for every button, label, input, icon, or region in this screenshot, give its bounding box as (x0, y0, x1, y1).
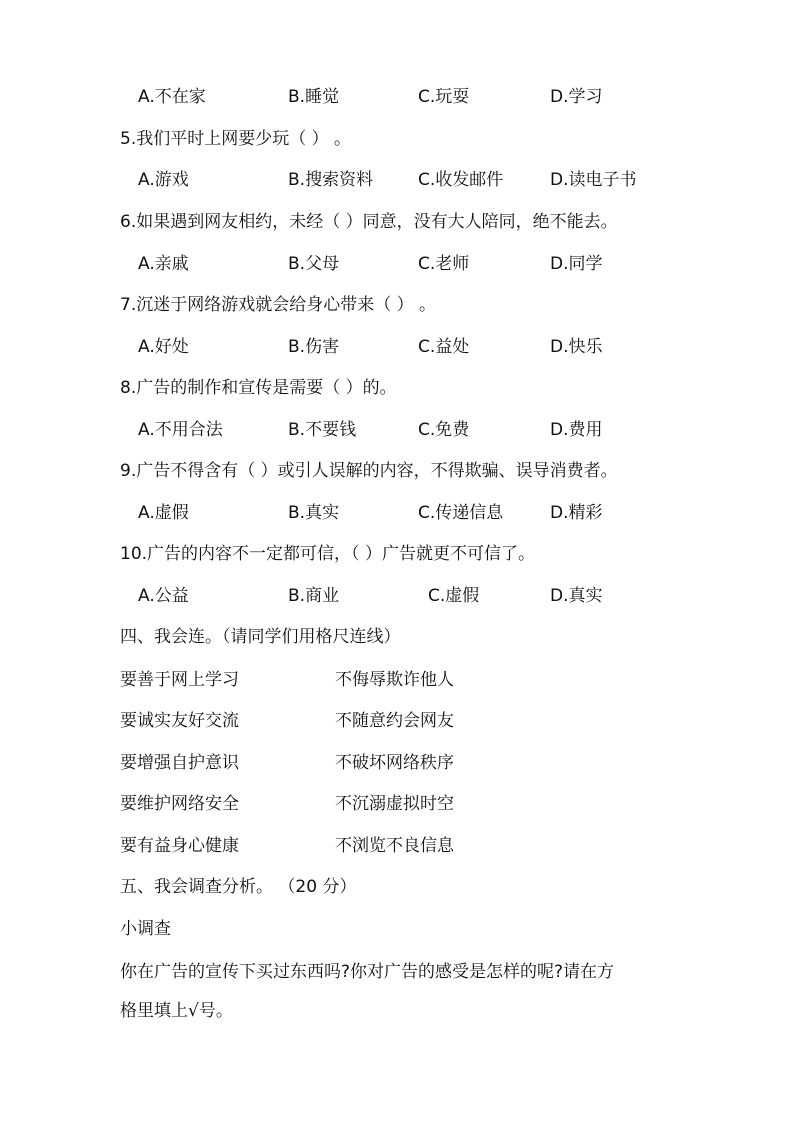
match-left-item: 要善于网上学习 (120, 670, 239, 690)
q5-option-b: B.搜索资料 (288, 170, 374, 190)
match-right-item: 不破坏网络秩序 (335, 753, 454, 773)
match-right-item: 不随意约会网友 (335, 711, 454, 731)
section4-heading: 四、我会连。（请同学们用格尺连线） (120, 627, 401, 647)
match-right-item: 不沉溺虚拟时空 (335, 794, 454, 814)
q9-option-a: A.虚假 (138, 503, 189, 523)
q8-option-a: A.不用合法 (138, 420, 223, 440)
q6-option-a: A.亲戚 (138, 254, 189, 274)
match-left-item: 要维护网络安全 (120, 794, 239, 814)
q4-option-b: B.睡觉 (288, 87, 340, 107)
q9-option-c: C.传递信息 (418, 503, 504, 523)
q5-option-a: A.游戏 (138, 170, 189, 190)
section5-heading: 五、我会调查分析。 （20 分） (120, 877, 357, 897)
q8-option-c: C.免费 (418, 420, 470, 440)
q6-option-b: B.父母 (288, 254, 340, 274)
q9-stem: 9.广告不得含有（ ）或引人误解的内容，不得欺骗、误导消费者。 (120, 461, 618, 481)
q7-stem: 7.沉迷于网络游戏就会给身心带来（ ） 。 (120, 295, 437, 315)
q6-option-c: C.老师 (418, 254, 470, 274)
q4-option-c: C.玩耍 (418, 87, 470, 107)
match-left-item: 要诚实友好交流 (120, 711, 239, 731)
match-left-item: 要增强自护意识 (120, 753, 239, 773)
q4-option-d: D.学习 (550, 87, 603, 107)
q10-option-c: C.虚假 (428, 586, 480, 606)
q10-option-a: A.公益 (138, 586, 189, 606)
q8-stem: 8.广告的制作和宣传是需要（ ）的。 (120, 378, 397, 398)
q5-option-c: C.收发邮件 (418, 170, 504, 190)
q10-stem: 10.广告的内容不一定都可信，（ ）广告就更不可信了。 (120, 544, 535, 564)
q7-option-c: C.益处 (418, 337, 470, 357)
match-right-item: 不侮辱欺诈他人 (335, 670, 454, 690)
q10-option-b: B.商业 (288, 586, 340, 606)
q10-option-d: D.真实 (550, 586, 603, 606)
q5-stem: 5.我们平时上网要少玩（ ） 。 (120, 129, 352, 149)
q9-option-d: D.精彩 (550, 503, 603, 523)
match-right-item: 不浏览不良信息 (335, 836, 454, 856)
q9-option-b: B.真实 (288, 503, 340, 523)
q7-option-d: D.快乐 (550, 337, 603, 357)
q5-option-d: D.读电子书 (550, 170, 637, 190)
q6-option-d: D.同学 (550, 254, 603, 274)
q8-option-b: B.不要钱 (288, 420, 357, 440)
section5-subheading: 小调查 (120, 919, 171, 939)
match-left-item: 要有益身心健康 (120, 836, 239, 856)
section5-paragraph-line2: 格里填上√号。 (120, 1001, 233, 1021)
q6-stem: 6.如果遇到网友相约，未经（ ）同意，没有大人陪同，绝不能去。 (120, 212, 618, 232)
q8-option-d: D.费用 (550, 420, 603, 440)
q4-option-a: A.不在家 (138, 87, 206, 107)
q7-option-b: B.伤害 (288, 337, 340, 357)
section5-paragraph-line1: 你在广告的宣传下买过东西吗?你对广告的感受是怎样的呢?请在方 (120, 962, 615, 982)
q7-option-a: A.好处 (138, 337, 189, 357)
